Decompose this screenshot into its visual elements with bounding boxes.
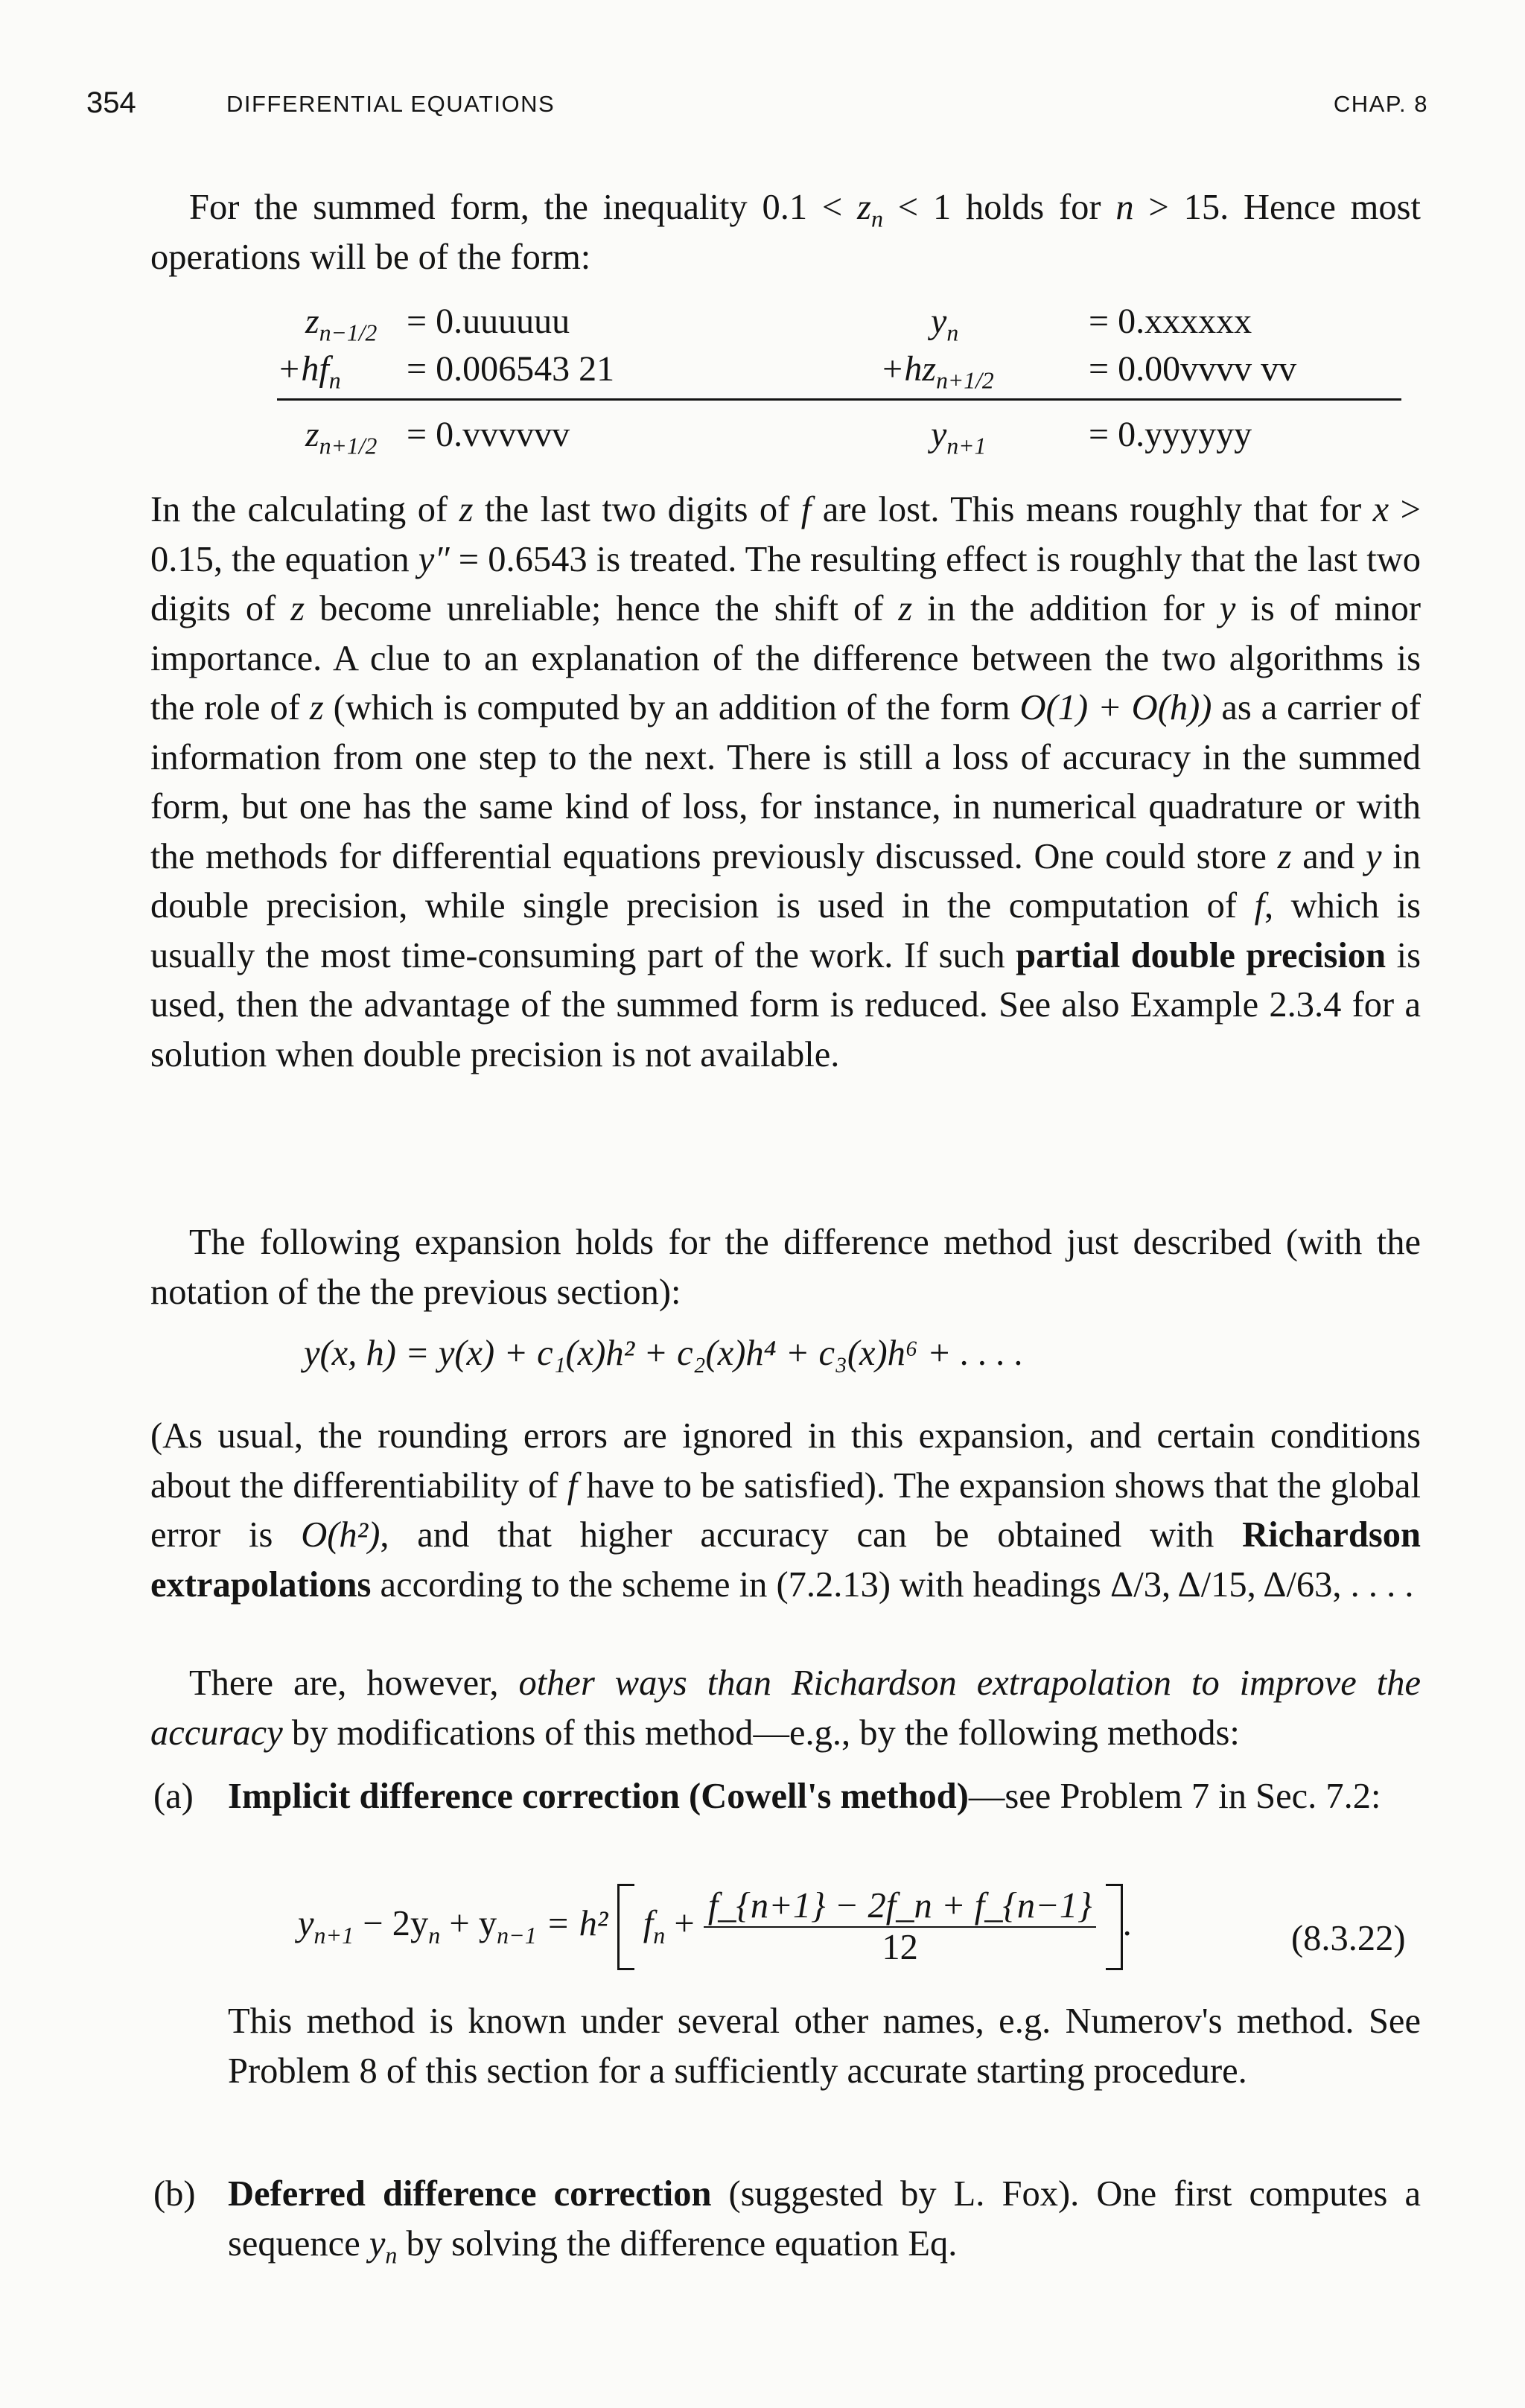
- chapter-title: DIFFERENTIAL EQUATIONS: [226, 91, 555, 117]
- right-row-2-value: = 0.00vvvv vv: [1089, 349, 1297, 389]
- intro-text-1: For the summed form, the inequality 0.1 <: [189, 188, 858, 227]
- intro-text-3: > 15. Hence most operations will be of the form:: [150, 188, 1421, 277]
- right-row-3-value: = 0.yyyyyy: [1089, 415, 1252, 454]
- expansion-intro-paragraph: The following expansion holds for the difference method just described (with the notation of the the previous section):: [150, 1223, 1421, 1312]
- right-row-2: $+hz_{n+1/2}$: [880, 349, 994, 394]
- right-row-1: $y_n$: [931, 302, 959, 346]
- other-ways-paragraph: There are, however, other ways than Richardson extrapolation to improve the accuracy by modifications of this method—e.g., by the following methods:: [150, 1663, 1421, 1753]
- fraction: $\frac{f\_\{n+1\} - 2f\_n + f\_\{n-1\}}{12}$: [704, 1886, 1097, 1968]
- item-a-continuation: This method is known under several other names, e.g. Numerov's method. See Problem 8 of this section for a sufficiently accurate starting procedure.: [228, 2001, 1421, 2091]
- right-row-1-value: = 0.xxxxxx: [1089, 302, 1252, 341]
- left-row-2-value: = 0.006543 21: [407, 349, 615, 389]
- sum-rule: [277, 398, 1401, 401]
- item-a: (a) Implicit difference correction (Cowell's method)—see Problem 7 in Sec. 7.2:: [150, 1772, 1421, 1822]
- item-b: (b) Deferred difference correction (suggested by L. Fox). One first computes a sequence $y_n$ by solving the difference equation Eq.: [150, 2170, 1421, 2269]
- discussion-paragraph: In the calculating of z the last two digits of f are lost. This means roughly that for x > 0.15, the equation y″ = 0.6543 is treated. The resulting effect is roughly that the last two digits of z become unreliable; hence the shift of z in the addition for y is of minor importance. A clue to an explanation of the difference between the two algorithms is the role of z (which is computed by an addition of the form O(1) + O(h)) as a carrier of information from one step to the next. There is still a loss of accuracy in the summed form, but one has the same kind of loss, for instance, in numerical quadrature or with the methods for differential equations previously discussed. One could store z and y in double precision, while single precision is used in the computation of f, which is usually the most time-consuming part of the work. If such partial double precision is used, then the advantage of the summed form is reduced. See also Example 2.3.4 for a solution when double precision is not available.: [150, 490, 1421, 1074]
- expansion-equation: y(x, h) = y(x) + c₁(x)h² + c₂(x)h⁴ + c₃(x)h⁶ + . . . .: [304, 1334, 1024, 1373]
- cowell-equation: $y_{n+1} - 2y_n + y_{n-1} = h^2$ $f_n$ + $\frac{f\_\{n+1\} - 2f\_n + f\_\{n-1\}}{12}$ .: [298, 1884, 1132, 1970]
- left-row-1-value: = 0.uuuuuu: [407, 302, 570, 341]
- right-bracket: [1106, 1884, 1123, 1970]
- deferred-correction-term: Deferred difference correction: [228, 2174, 712, 2214]
- cowell-method-term: Implicit difference correction (Cowell's method): [228, 1777, 969, 1816]
- partial-double-precision-term: partial double precision: [1016, 935, 1386, 975]
- intro-paragraph: For the summed form, the inequality $0.1 < z_n < 1$ holds for n > 15. Hence most operations will be of the form:: [150, 188, 1421, 277]
- intro-text-2: < 1 holds for: [882, 188, 1116, 227]
- other-ways-emphasis: other ways than Richardson extrapolation to improve the accuracy: [150, 1663, 1421, 1753]
- left-row-2: $+hf_n$: [277, 349, 341, 394]
- left-row-3-value: = 0.vvvvvv: [407, 415, 570, 454]
- richardson-paragraph: (As usual, the rounding errors are ignored in this expansion, and certain conditions about the differentiability of f have to be satisfied). The expansion shows that the global error is O(h²), and that higher accuracy can be obtained with Richardson extrapolations according to the scheme in (7.2.13) with headings Δ/3, Δ/15, Δ/63, . . . .: [150, 1416, 1421, 1605]
- item-b-label: (b): [153, 2174, 196, 2214]
- item-a-label: (a): [153, 1777, 194, 1816]
- chapter-label: CHAP. 8: [1333, 91, 1428, 117]
- left-row-1: $z_{n-1/2}$: [305, 302, 378, 346]
- equation-number: (8.3.22): [1291, 1919, 1406, 1958]
- left-row-3: $z_{n+1/2}$: [305, 415, 378, 459]
- right-row-3: $y_{n+1}$: [931, 415, 987, 459]
- running-head: [86, 86, 1428, 131]
- page-number: 354: [86, 86, 136, 119]
- richardson-term: Richardson extrapolations: [150, 1515, 1421, 1605]
- left-bracket: [617, 1884, 634, 1970]
